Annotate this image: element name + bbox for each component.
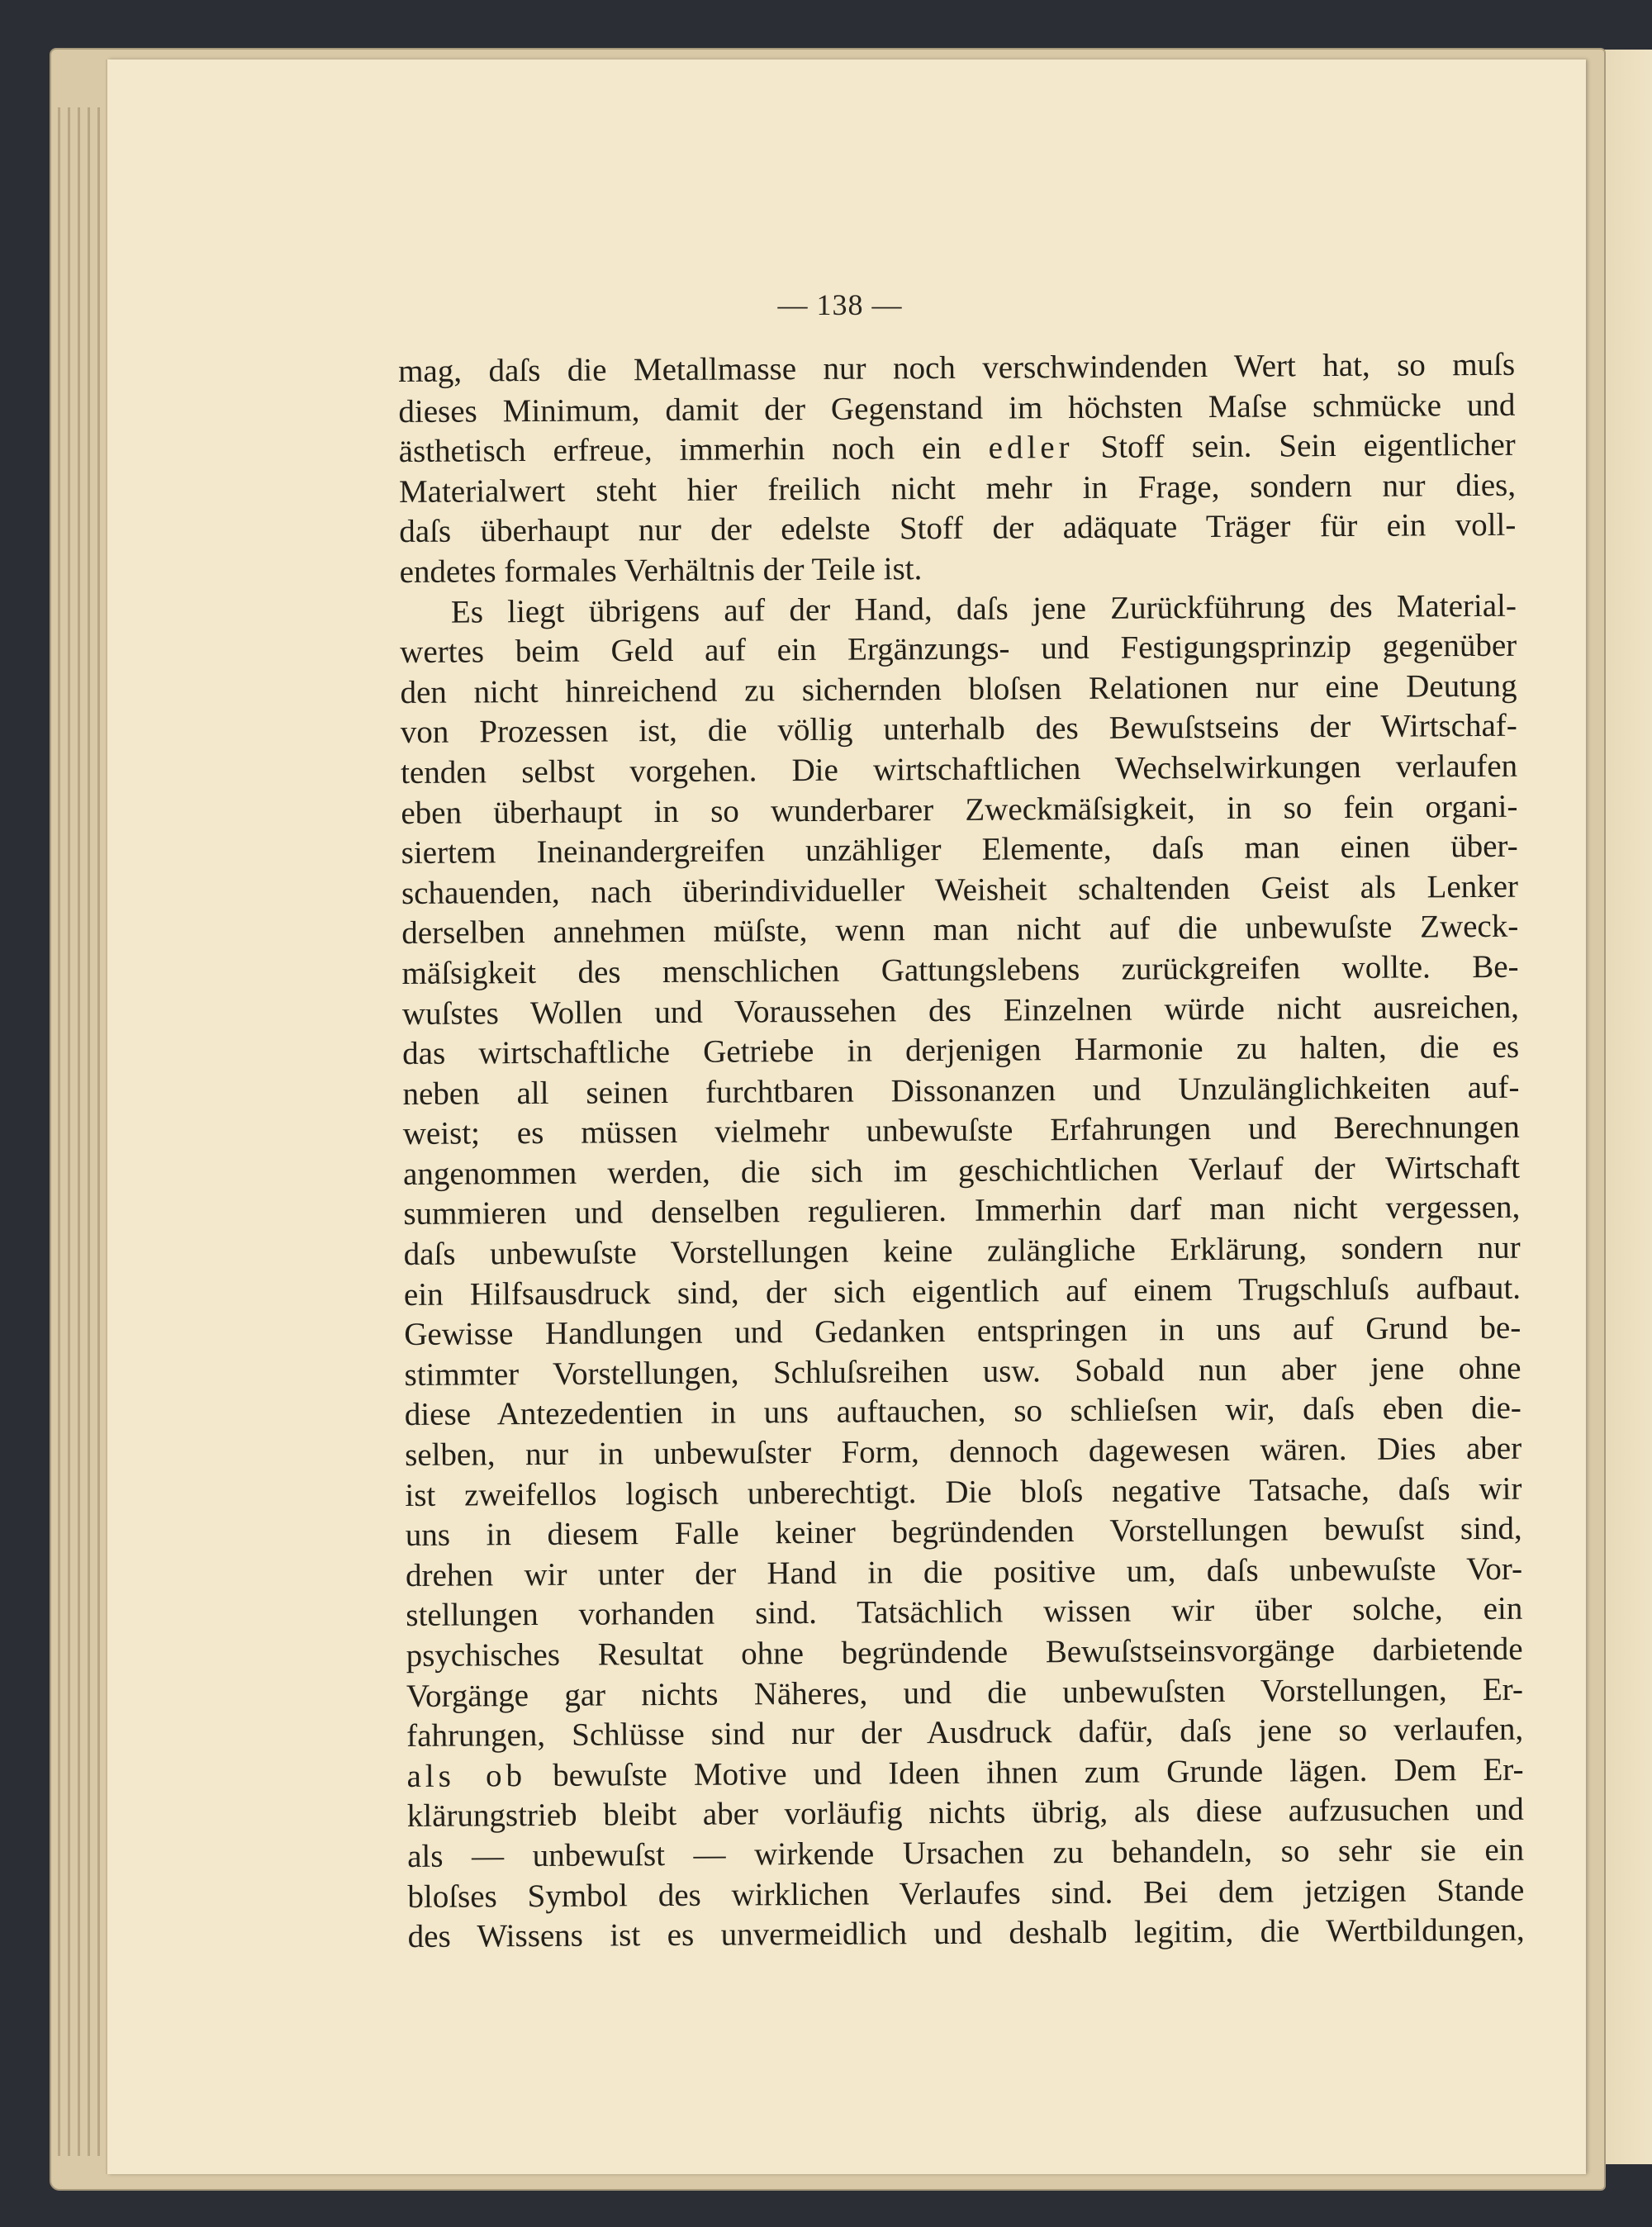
text-line: Vorgänge gar nichts Näheres, und die unbewuſsten Vorstellungen, Er-	[406, 1671, 1524, 1714]
text-line: den nicht hinreichend zu sichernden bloſsen Relationen nur eine Deutung	[400, 667, 1517, 710]
page-edge-line	[58, 107, 60, 2156]
text-line: wertes beim Geld auf ein Ergänzungs- und Festigungsprinzip gegenüber	[400, 627, 1517, 671]
text-line: drehen wir unter der Hand in die positive um, daſs unbewuſste Vor-	[405, 1550, 1523, 1593]
text-line: bloſses Symbol des wirklichen Verlaufes sind. Bei dem jetzigen Stande	[407, 1872, 1525, 1915]
text-line: daſs überhaupt nur der edelste Stoff der adäquate Träger für ein voll-	[399, 507, 1517, 550]
text-line: neben all seinen furchtbaren Dissonanzen und Unzulänglichkeiten auf-	[402, 1069, 1520, 1112]
text-line: ist zweifellos logisch unberechtigt. Die bloſs negative Tatsache, daſs wir	[405, 1470, 1522, 1513]
text-line: mag, daſs die Metallmasse nur noch verschwindenden Wert hat, so muſs	[398, 346, 1516, 389]
text-line: von Prozessen ist, die völlig unterhalb des Bewuſstseins der Wirtschaf-	[400, 708, 1517, 751]
text-segment: ästhetisch erfreue, immerhin noch ein	[398, 430, 989, 470]
text-segment: Stoff sein. Sein eigentlicher	[1073, 426, 1516, 466]
page-number: — 138 —	[777, 288, 903, 321]
text-line: schauenden, nach überindividueller Weisheit schaltenden Geist als Lenker	[401, 868, 1519, 911]
text-line: wuſstes Wollen und Voraussehen des Einzelnen würde nicht ausreichen,	[401, 989, 1519, 1032]
text-line: ein Hilfsausdruck sind, der sich eigentlich auf einem Trugschluſs aufbaut.	[403, 1270, 1521, 1313]
text-line: endetes formales Verhältnis der Teile ist.	[399, 551, 923, 590]
text-line: diese Antezedentien in uns auftauchen, so schlieſsen wir, daſs eben die-	[404, 1390, 1521, 1433]
text-line: des Wissens ist es unvermeidlich und deshalb legitim, die Wertbildungen,	[407, 1911, 1525, 1955]
text-line: dieses Minimum, damit der Gegenstand im höchsten Maſse schmücke und	[398, 387, 1516, 430]
text-line: psychisches Resultat ohne begründende Bewuſstseinsvorgänge darbietende	[406, 1631, 1523, 1674]
text-line: angenommen werden, die sich im geschichtlichen Verlauf der Wirtschaft	[402, 1149, 1521, 1192]
text-line: als — unbewuſst — wirkende Ursachen zu behandeln, so sehr sie ein	[406, 1831, 1525, 1874]
text-line	[399, 425, 1516, 472]
text-line: derselben annehmen müſste, wenn man nicht auf die unbewuſste Zweck-	[401, 909, 1519, 952]
book-page	[107, 59, 1586, 2174]
text-line: eben überhaupt in so wunderbarer Zweckmäſsigkeit, in so fein organi-	[401, 788, 1518, 831]
text-line	[406, 1750, 1523, 1797]
text-line: Gewisse Handlungen und Gedanken entspringen in uns auf Grund be-	[404, 1309, 1521, 1353]
body-text	[398, 345, 1525, 1958]
text-line: uns in diesem Falle keiner begründenden Vorstellungen bewuſst sind,	[405, 1510, 1522, 1554]
text-line: das wirtschaftliche Getriebe in derjenigen Harmonie zu halten, die es	[402, 1028, 1520, 1072]
page-edge-line	[88, 107, 90, 2156]
text-segment: bewuſste Motive und Ideen ihnen zum Grunde lägen. Dem Er-	[525, 1751, 1524, 1793]
emphasized-word: edler	[988, 430, 1074, 466]
text-line: tenden selbst vorgehen. Die wirtschaftlichen Wechselwirkungen verlaufen	[400, 748, 1518, 791]
text-line: daſs unbewuſste Vorstellungen keine zulängliche Erklärung, sondern nur	[403, 1229, 1521, 1273]
text-line: Es liegt übrigens auf der Hand, daſs jene Zurückführung des Material-	[450, 587, 1517, 630]
text-line: stimmter Vorstellungen, Schluſsreihen usw. Sobald nun aber jene ohne	[404, 1350, 1521, 1393]
text-line: weist; es müssen vielmehr unbewuſste Erfahrungen und Berechnungen	[402, 1109, 1520, 1152]
text-line: siertem Ineinandergreifen unzähliger Elemente, daſs man einen über-	[401, 828, 1518, 871]
text-line: mäſsigkeit des menschlichen Gattungslebens zurückgreifen wollte. Be-	[401, 948, 1519, 991]
text-line: stellungen vorhanden sind. Tatsächlich wissen wir über solche, ein	[406, 1591, 1523, 1634]
text-line: summieren und denselben regulieren. Immerhin darf man nicht vergessen,	[403, 1189, 1521, 1232]
text-line: klärungstrieb bleibt aber vorläufig nichts übrig, als diese aufzusuchen und	[406, 1792, 1524, 1835]
page-edge-line	[68, 107, 70, 2156]
text-line: fahrungen, Schlüsse sind nur der Ausdruck dafür, daſs jene so verlaufen,	[406, 1711, 1524, 1755]
text-line: selben, nur in unbewuſster Form, dennoch dagewesen wären. Dies aber	[405, 1430, 1522, 1474]
text-line: Materialwert steht hier freilich nicht mehr in Frage, sondern nur dies,	[398, 467, 1517, 510]
emphasized-word: als ob	[406, 1757, 527, 1794]
page-edge-line	[97, 107, 100, 2156]
page-edge-line	[78, 107, 80, 2156]
